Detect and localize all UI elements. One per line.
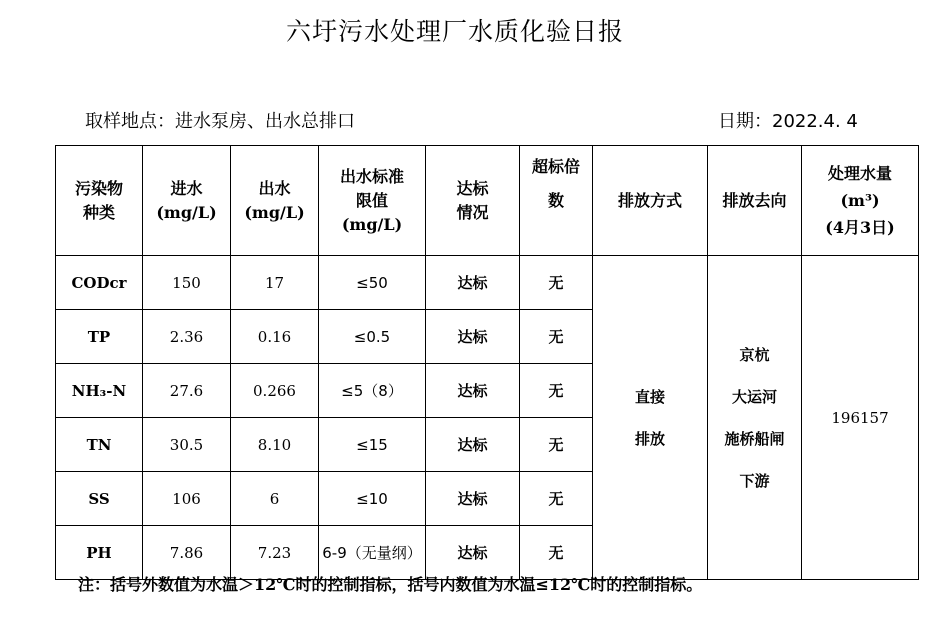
status-cell: 达标 [426, 310, 520, 364]
influent-cell: 150 [143, 256, 231, 310]
header-influent: 进水 (mg/L) [143, 146, 231, 256]
header-discharge-method: 排放方式 [593, 146, 708, 256]
header-discharge-to: 排放去向 [708, 146, 802, 256]
discharge-to-cell: 京杭 大运河 施桥船闸 下游 [708, 256, 802, 580]
volume-cell: 196157 [802, 256, 919, 580]
limit-cell: ≤10 [319, 472, 426, 526]
exceed-cell: 无 [520, 418, 593, 472]
influent-cell: 27.6 [143, 364, 231, 418]
limit-cell: 6-9（无量纲） [319, 526, 426, 580]
header-volume: 处理水量 (m³) (4月3日) [802, 146, 919, 256]
pollutant-cell: PH [56, 526, 143, 580]
effluent-cell: 8.10 [231, 418, 319, 472]
pollutant-cell: TP [56, 310, 143, 364]
exceed-cell: 无 [520, 526, 593, 580]
effluent-cell: 0.16 [231, 310, 319, 364]
pollutant-cell: NH₃-N [56, 364, 143, 418]
exceed-cell: 无 [520, 256, 593, 310]
effluent-cell: 0.266 [231, 364, 319, 418]
header-limit: 出水标准 限值 (mg/L) [319, 146, 426, 256]
header-pollutant: 污染物 种类 [56, 146, 143, 256]
pollutant-cell: CODcr [56, 256, 143, 310]
header-status: 达标 情况 [426, 146, 520, 256]
water-quality-table [55, 145, 919, 580]
exceed-cell: 无 [520, 364, 593, 418]
effluent-cell: 17 [231, 256, 319, 310]
effluent-cell: 7.23 [231, 526, 319, 580]
report-title: 六圩污水处理厂水质化验日报 [285, 17, 624, 46]
influent-cell: 7.86 [143, 526, 231, 580]
footnote: 注：括号外数值为水温＞12℃时的控制指标，括号内数值为水温≤12℃时的控制指标。 [78, 575, 703, 594]
limit-cell: ≤15 [319, 418, 426, 472]
header-row [56, 146, 919, 256]
sampling-location: 取样地点：进水泵房、出水总排口 [85, 111, 355, 132]
influent-cell: 30.5 [143, 418, 231, 472]
pollutant-cell: SS [56, 472, 143, 526]
report-date: 日期：2022.4. 4 [718, 111, 858, 132]
status-cell: 达标 [426, 256, 520, 310]
influent-cell: 2.36 [143, 310, 231, 364]
limit-cell: ≤5（8） [319, 364, 426, 418]
limit-cell: ≤0.5 [319, 310, 426, 364]
effluent-cell: 6 [231, 472, 319, 526]
exceed-cell: 无 [520, 472, 593, 526]
status-cell: 达标 [426, 472, 520, 526]
discharge-method-cell: 直接 排放 [593, 256, 708, 580]
status-cell: 达标 [426, 364, 520, 418]
influent-cell: 106 [143, 472, 231, 526]
status-cell: 达标 [426, 418, 520, 472]
exceed-cell: 无 [520, 310, 593, 364]
header-exceed: 超标倍 数 [520, 146, 593, 256]
limit-cell: ≤50 [319, 256, 426, 310]
pollutant-cell: TN [56, 418, 143, 472]
table-row [56, 256, 919, 310]
header-effluent: 出水 (mg/L) [231, 146, 319, 256]
status-cell: 达标 [426, 526, 520, 580]
